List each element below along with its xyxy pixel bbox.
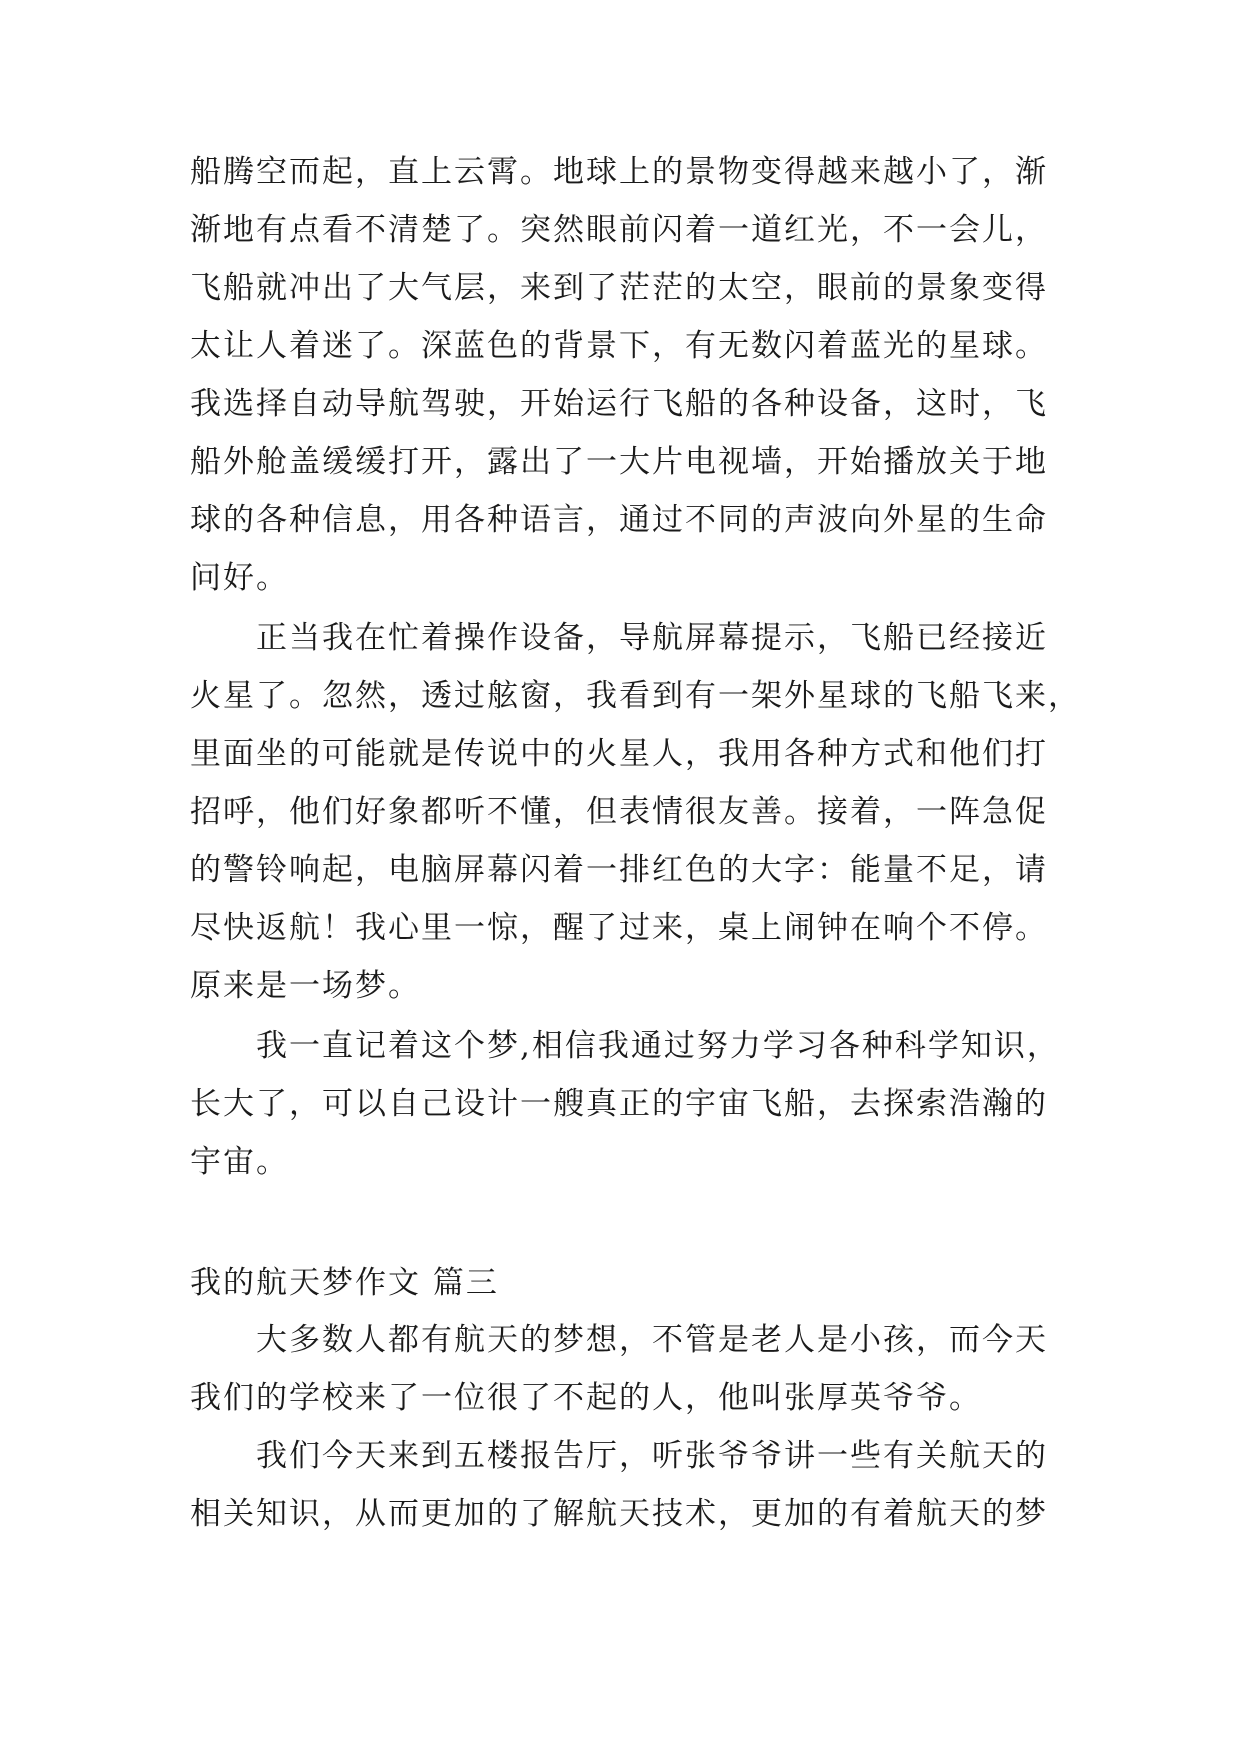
text-line: 相关知识，从而更加的了解航天技术，更加的有着航天的梦 [190, 1496, 1048, 1532]
paragraph-first-line: 正当我在忙着操作设备，导航屏幕提示，飞船已经接近 [256, 620, 1048, 656]
text-line: 我选择自动导航驾驶，开始运行飞船的各种设备，这时，飞 [190, 386, 1048, 422]
section-heading: 我的航天梦作文 篇三 [190, 1265, 499, 1301]
text-line: 船外舱盖缓缓打开，露出了一大片电视墙，开始播放关于地 [190, 444, 1048, 480]
paragraph-first-line: 我们今天来到五楼报告厅，听张爷爷讲一些有关航天的 [256, 1438, 1048, 1474]
text-line: 原来是一场梦。 [190, 968, 421, 1004]
text-line: 里面坐的可能就是传说中的火星人，我用各种方式和他们打 [190, 736, 1048, 772]
text-line: 问好。 [190, 560, 289, 596]
text-line: 太让人着迷了。深蓝色的背景下，有无数闪着蓝光的星球。 [190, 328, 1048, 364]
text-line: 尽快返航！我心里一惊，醒了过来，桌上闹钟在响个不停。 [190, 910, 1048, 946]
text-line: 船腾空而起，直上云霄。地球上的景物变得越来越小了，渐 [190, 154, 1048, 190]
paragraph-first-line: 大多数人都有航天的梦想，不管是老人是小孩，而今天 [256, 1322, 1048, 1358]
paragraph-first-line: 我一直记着这个梦,相信我通过努力学习各种科学知识， [256, 1028, 1060, 1064]
text-line: 的警铃响起，电脑屏幕闪着一排红色的大字：能量不足，请 [190, 852, 1048, 888]
text-line: 飞船就冲出了大气层，来到了茫茫的太空，眼前的景象变得 [190, 270, 1048, 306]
text-line: 宇宙。 [190, 1144, 289, 1180]
text-line: 长大了，可以自己设计一艘真正的宇宙飞船，去探索浩瀚的 [190, 1086, 1048, 1122]
text-line: 渐地有点看不清楚了。突然眼前闪着一道红光，不一会儿， [190, 212, 1048, 248]
text-line: 招呼，他们好象都听不懂，但表情很友善。接着，一阵急促 [190, 794, 1048, 830]
text-line: 我们的学校来了一位很了不起的人，他叫张厚英爷爷。 [190, 1380, 982, 1416]
text-line: 球的各种信息，用各种语言，通过不同的声波向外星的生命 [190, 502, 1048, 538]
text-line: 火星了。忽然，透过舷窗，我看到有一架外星球的飞船飞来， [190, 678, 1081, 714]
